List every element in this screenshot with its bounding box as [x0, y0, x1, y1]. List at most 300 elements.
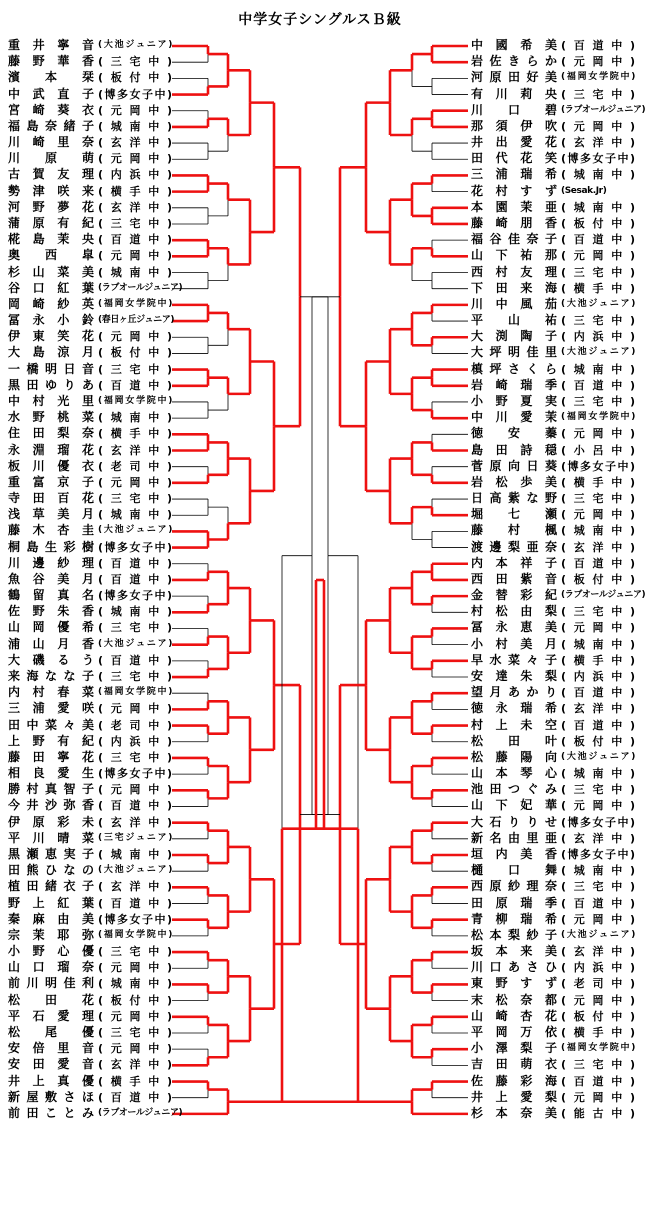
player-school: (博多女子中)	[561, 152, 635, 166]
left-player-row	[8, 815, 176, 830]
player-name: 河野夢花	[8, 199, 94, 214]
right-player-row	[471, 361, 635, 377]
player-name: 東野すず	[471, 976, 557, 991]
player-school: (元岡中)	[98, 103, 172, 117]
player-name: 平石愛理	[8, 1008, 94, 1023]
left-player-row	[8, 523, 176, 538]
player-name: 寺田百花	[8, 491, 94, 506]
player-school: (板付中)	[98, 71, 172, 85]
left-player-row	[8, 410, 176, 425]
right-player-row	[471, 313, 635, 328]
left-player-row	[8, 766, 176, 781]
player-name: 藤木杏圭	[8, 523, 94, 538]
player-school: (百道中)	[561, 39, 635, 52]
left-player-row	[8, 685, 176, 700]
player-name: 重井寧音	[8, 38, 94, 52]
player-school: (玄洋中)	[561, 945, 635, 959]
left-player-row	[8, 701, 176, 716]
player-name: 桐島生彩樹	[8, 539, 94, 554]
right-player-row	[471, 555, 635, 571]
player-name: 井上愛梨	[471, 1089, 557, 1104]
player-school: (板付中)	[98, 993, 172, 1007]
player-name: 山岡優希	[8, 620, 94, 635]
right-player-row	[471, 491, 635, 506]
player-school: (三宅中)	[561, 87, 635, 101]
left-player-row	[8, 863, 176, 878]
player-name: 黒田ゆりあ	[8, 377, 94, 392]
player-school: (福岡女学院中)	[561, 1043, 635, 1054]
player-school: (百道中)	[98, 556, 172, 570]
left-player-row	[8, 960, 176, 975]
left-player-row	[8, 718, 176, 733]
player-name: 川崎里奈	[8, 135, 94, 150]
left-player-row	[8, 588, 176, 603]
left-player-row	[8, 1057, 176, 1072]
player-name: 下田来海	[471, 280, 557, 295]
player-school: (玄洋中)	[98, 815, 172, 829]
left-player-row	[8, 38, 176, 53]
player-name: 来海なな子	[8, 669, 94, 684]
player-school: (博多女子中)	[98, 589, 172, 603]
player-name: 杉本奈美	[471, 1105, 557, 1120]
right-player-row	[471, 766, 635, 781]
player-name: 佐藤彩海	[471, 1073, 557, 1088]
right-player-row	[471, 442, 635, 458]
player-name: 岩佐きらか	[471, 54, 557, 69]
player-name: 板川優衣	[8, 458, 94, 473]
player-school: (百道中)	[98, 1090, 172, 1104]
right-player-row	[471, 345, 635, 360]
right-player-row	[471, 798, 635, 813]
player-school: (玄洋中)	[98, 443, 172, 457]
player-name: 中武直子	[8, 86, 94, 101]
right-player-row	[471, 184, 631, 199]
player-name: 井出愛花	[471, 135, 557, 150]
left-player-row	[8, 653, 176, 668]
player-school: (内浜中)	[561, 330, 635, 344]
left-player-row	[8, 750, 176, 765]
player-name: 今井沙弥香	[8, 798, 94, 813]
player-school: (三宅中)	[561, 492, 635, 506]
right-player-row	[471, 588, 645, 603]
player-name: 鶴留真名	[8, 588, 94, 603]
player-name: 内村春菜	[8, 685, 94, 700]
player-name: 池田つぐみ	[471, 782, 557, 797]
player-name: 川口あさひ	[471, 960, 557, 975]
left-player-row	[8, 54, 176, 69]
right-player-row	[471, 151, 635, 166]
player-name: 奥西皐	[8, 248, 94, 263]
player-school: (百道中)	[561, 686, 635, 700]
right-player-row	[471, 1041, 635, 1056]
player-name: 黒瀬恵実子	[8, 847, 94, 861]
player-name: 末松奈都	[471, 992, 557, 1007]
player-school: (板付中)	[561, 572, 635, 586]
player-name: 槙坪さくら	[471, 361, 557, 376]
player-school: (元岡中)	[561, 621, 635, 635]
player-name: 大坪明佳里	[471, 345, 557, 360]
right-player-row	[471, 232, 635, 247]
right-player-row	[471, 1024, 635, 1040]
player-school: (城南中)	[561, 524, 635, 538]
player-school: (城南中)	[98, 508, 172, 522]
player-name: 蒲原有紀	[8, 215, 94, 230]
player-name: 相良愛生	[8, 766, 94, 781]
left-player-row	[8, 556, 176, 571]
player-school: (博多女子中)	[98, 540, 172, 554]
right-player-row	[471, 944, 635, 959]
player-name: 古賀友理	[8, 167, 94, 182]
right-player-row	[471, 1089, 635, 1105]
player-school: (大池ジュニア)	[561, 298, 635, 309]
player-school: (博多女子中)	[98, 767, 172, 781]
left-player-row	[8, 1009, 176, 1024]
player-school: (玄洋中)	[98, 200, 172, 214]
left-player-row	[8, 572, 176, 587]
player-name: 河原田好美	[471, 70, 557, 85]
left-player-row	[8, 119, 176, 134]
right-player-row	[471, 458, 635, 474]
player-school: (元岡中)	[98, 330, 172, 344]
player-name: 浦山月香	[8, 636, 94, 651]
player-school: (大池ジュニア)	[98, 525, 172, 536]
player-name: 松本梨紗子	[471, 927, 557, 942]
player-school: (百道中)	[561, 556, 635, 570]
player-name: 坂本来美	[471, 944, 557, 959]
player-name: 西田紫音	[471, 571, 557, 586]
left-player-row	[8, 507, 176, 522]
player-school: (福岡女学院中)	[561, 412, 635, 423]
player-school: (横手中)	[561, 653, 635, 667]
player-name: 勝村真智子	[8, 782, 94, 797]
left-player-row	[8, 928, 176, 943]
player-name: 冨永小鈴	[8, 313, 94, 328]
right-player-row	[471, 329, 635, 344]
player-name: 住田梨奈	[8, 426, 94, 441]
player-school: (横手中)	[98, 184, 172, 198]
player-name: 大磯るう	[8, 652, 94, 667]
player-name: 松田叶	[471, 733, 557, 748]
player-school: (横手中)	[98, 1074, 172, 1088]
player-school: (三宅中)	[98, 750, 172, 764]
player-school: (福岡女学院中)	[98, 395, 172, 406]
player-name: 松田花	[8, 992, 94, 1007]
left-player-row	[8, 443, 176, 458]
player-school: (ラブオールジュニア)	[561, 104, 645, 115]
player-school: (元岡中)	[98, 152, 172, 166]
player-school: (玄洋中)	[98, 136, 172, 150]
right-player-row	[471, 960, 635, 975]
player-name: 井上真優	[8, 1073, 94, 1088]
player-school: (元岡中)	[98, 249, 172, 263]
player-name: 川邊紗理	[8, 555, 94, 570]
player-school: (大池ジュニア)	[561, 347, 635, 358]
player-school: (能古中)	[561, 1106, 635, 1120]
player-name: 村上未空	[471, 717, 557, 732]
player-school: (城南中)	[98, 848, 172, 861]
player-name: 平岡万依	[471, 1024, 557, 1039]
right-player-row	[471, 669, 635, 684]
right-player-row	[471, 118, 635, 134]
player-name: 佐野朱香	[8, 604, 94, 619]
player-name: 松藤陽向	[471, 749, 557, 764]
right-player-row	[471, 701, 635, 716]
player-school: (横手中)	[561, 1025, 635, 1039]
player-school: (百道中)	[98, 896, 172, 910]
right-player-row	[471, 1057, 635, 1072]
player-school: (三宅中)	[561, 394, 635, 408]
left-player-row	[8, 1105, 183, 1121]
right-player-row	[471, 474, 635, 490]
player-school: (内浜中)	[98, 168, 172, 182]
right-player-row	[471, 296, 635, 312]
right-player-row	[471, 135, 635, 150]
player-school: (三宅中)	[98, 621, 172, 635]
player-name: 菅原向日葵	[471, 458, 557, 473]
player-school: (百道中)	[561, 378, 635, 392]
player-name: 秦麻由美	[8, 911, 94, 926]
player-school: (福岡女学院中)	[98, 929, 172, 940]
left-player-row	[8, 798, 176, 813]
player-school: (三宅中)	[98, 492, 172, 506]
player-school: (大池ジュニア)	[98, 40, 172, 50]
player-school: (城南中)	[561, 168, 635, 182]
player-name: 徳永瑞希	[471, 701, 557, 716]
player-school: (三宅中)	[98, 216, 172, 230]
player-school: (百道中)	[561, 1074, 635, 1088]
player-school: (元岡中)	[561, 55, 635, 69]
player-name: 福谷佳奈子	[471, 232, 557, 247]
left-player-row	[8, 475, 176, 490]
player-school: (百道中)	[98, 572, 172, 586]
left-player-row	[8, 394, 176, 409]
left-player-row	[8, 831, 176, 846]
player-school: (板付中)	[561, 216, 635, 230]
right-player-row	[471, 167, 635, 182]
player-school: (内浜中)	[561, 961, 635, 975]
right-player-row	[471, 199, 635, 215]
player-school: (元岡中)	[561, 119, 635, 133]
player-school: (横手中)	[561, 475, 635, 489]
player-name: 谷口紅葉	[8, 280, 94, 295]
left-player-row	[8, 151, 176, 166]
player-name: 魚谷美月	[8, 571, 94, 586]
left-player-row	[8, 313, 176, 328]
player-school: (元岡中)	[98, 1009, 172, 1023]
right-player-row	[471, 377, 635, 393]
left-player-row	[8, 378, 176, 393]
player-school: (三宅中)	[98, 670, 172, 684]
player-name: 川口碧	[471, 102, 557, 117]
player-name: 中村光里	[8, 393, 94, 408]
player-school: (福岡女学院中)	[561, 72, 635, 83]
player-school: (老司中)	[98, 718, 172, 732]
player-school: (老司中)	[561, 977, 635, 991]
left-player-row	[8, 345, 176, 360]
player-school: (元岡中)	[98, 702, 172, 716]
player-school: (元岡中)	[561, 912, 635, 926]
player-name: 水野桃菜	[8, 410, 94, 425]
player-school: (百道中)	[98, 378, 172, 392]
player-name: 松尾優	[8, 1024, 94, 1039]
left-player-row	[8, 620, 176, 635]
player-name: 日高紫な野	[471, 491, 557, 506]
player-school: (玄洋中)	[561, 136, 635, 150]
right-player-row	[471, 620, 635, 635]
player-name: 重富京子	[8, 474, 94, 489]
player-school: (Sesak.Jr)	[561, 185, 607, 196]
player-school: (三宅中)	[561, 783, 635, 797]
left-player-row	[8, 912, 176, 927]
player-name: 花村すず	[471, 183, 557, 198]
player-school: (博多女子中)	[561, 459, 635, 473]
player-school: (博多女子中)	[561, 815, 635, 829]
player-name: 大渕陶子	[471, 329, 557, 344]
player-school: (元岡中)	[561, 993, 635, 1007]
right-player-row	[471, 733, 635, 749]
right-player-row	[471, 911, 635, 927]
player-name: 大島涼月	[8, 345, 94, 360]
player-name: 新名由里亜	[471, 830, 557, 845]
player-school: (福岡女学院中)	[98, 298, 172, 309]
player-school: (玄洋中)	[561, 540, 635, 554]
left-player-row	[8, 459, 176, 474]
player-school: (城南中)	[561, 200, 635, 214]
player-name: 椛島茉央	[8, 232, 94, 247]
left-player-row	[8, 280, 183, 296]
right-player-row	[471, 830, 635, 846]
player-school: (百道中)	[561, 896, 635, 910]
right-player-row	[471, 879, 635, 894]
player-name: 那須伊吹	[471, 118, 557, 133]
player-school: (元岡中)	[98, 783, 172, 797]
left-player-row	[8, 669, 176, 684]
right-player-row	[471, 685, 635, 700]
player-school: (三宅中)	[98, 945, 172, 959]
player-name: 徳安蓁	[471, 426, 557, 441]
left-player-row	[8, 265, 176, 280]
player-school: (ラブオールジュニア)	[561, 590, 645, 601]
left-player-row	[8, 993, 176, 1008]
left-player-row	[8, 847, 176, 862]
player-name: 村松由梨	[471, 604, 557, 619]
left-player-row	[8, 200, 176, 215]
player-name: 新屋敷さほ	[8, 1089, 94, 1104]
player-school: (元岡中)	[98, 475, 172, 489]
player-school: (三宅中)	[561, 1058, 635, 1072]
player-school: (板付中)	[98, 346, 172, 360]
player-school: (三宅中)	[561, 314, 635, 328]
player-name: 藤崎朋香	[471, 215, 557, 230]
left-player-row	[8, 1041, 176, 1056]
player-school: (百道中)	[98, 799, 172, 813]
right-player-row	[471, 38, 635, 53]
left-player-row	[8, 216, 176, 231]
left-player-row	[8, 362, 176, 377]
player-name: 安達朱梨	[471, 669, 557, 684]
left-player-row	[8, 87, 176, 102]
player-name: 小野夏実	[471, 393, 557, 408]
player-school: (博多女子中)	[98, 87, 172, 101]
player-name: 岩崎瑞季	[471, 377, 557, 392]
right-player-row	[471, 976, 635, 991]
left-player-row	[8, 879, 176, 894]
left-player-row	[8, 70, 176, 85]
player-name: 岡崎紗英	[8, 296, 94, 311]
right-player-row	[471, 992, 635, 1008]
player-name: 小村美月	[471, 636, 557, 651]
player-school: (ラブオールジュニア)	[98, 1107, 183, 1118]
player-school: (玄洋中)	[561, 702, 635, 716]
player-name: 上野有紀	[8, 733, 94, 748]
player-school: (春日ヶ丘ジュニア)	[98, 315, 175, 326]
player-school: (元岡中)	[561, 508, 635, 522]
left-player-row	[8, 944, 176, 959]
player-school: (百道中)	[561, 718, 635, 732]
left-player-row	[8, 976, 176, 991]
player-school: (小呂中)	[561, 443, 635, 457]
right-player-row	[471, 54, 635, 69]
player-school: (横手中)	[561, 281, 635, 295]
player-name: 藤村楓	[471, 523, 557, 538]
player-name: 山崎杏花	[471, 1008, 557, 1023]
player-name: 野上紅葉	[8, 895, 94, 910]
right-player-row	[471, 749, 635, 765]
player-name: 一橋明日音	[8, 361, 94, 376]
player-name: 福島奈緒子	[8, 118, 94, 133]
player-name: 有川莉央	[471, 86, 557, 101]
player-name: 三浦愛咲	[8, 701, 94, 716]
player-school: (城南中)	[561, 864, 635, 878]
player-name: 濱本栞	[8, 70, 94, 85]
player-name: 大石りりせ	[471, 814, 557, 829]
player-school: (大池ジュニア)	[561, 751, 635, 762]
left-player-row	[8, 297, 176, 312]
left-player-row	[8, 782, 176, 797]
right-player-row	[471, 523, 635, 538]
right-player-row	[471, 410, 635, 425]
player-school: (元岡中)	[561, 799, 635, 813]
left-player-row	[8, 167, 176, 182]
right-player-row	[471, 863, 635, 878]
player-name: 金替彩紀	[471, 588, 557, 603]
player-name: 安田愛音	[8, 1057, 94, 1072]
right-player-row	[471, 571, 635, 587]
player-name: 吉田萌衣	[471, 1057, 557, 1072]
right-player-row	[471, 636, 635, 652]
player-school: (百道中)	[98, 653, 172, 667]
right-player-row	[471, 1105, 635, 1121]
player-name: 安倍里音	[8, 1041, 94, 1056]
player-name: 堀七瀬	[471, 507, 557, 522]
player-name: 山下妃華	[471, 798, 557, 813]
player-name: 宗茉耶弥	[8, 927, 94, 942]
player-name: 勢津咲来	[8, 183, 94, 198]
player-school: (城南中)	[98, 119, 172, 133]
left-player-row	[8, 491, 176, 506]
player-school: (玄洋中)	[98, 880, 172, 894]
player-school: (城南中)	[561, 767, 635, 781]
player-name: 伊原彩未	[8, 814, 94, 829]
player-name: 岩松歩美	[471, 474, 557, 489]
left-player-row	[8, 103, 176, 118]
right-player-row	[471, 1073, 635, 1089]
player-name: 西村友理	[471, 264, 557, 279]
player-name: 田原瑞季	[471, 895, 557, 910]
player-school: (三宅中)	[561, 265, 635, 279]
player-name: 早水菜々子	[471, 652, 557, 667]
player-name: 前川明佳利	[8, 976, 94, 991]
